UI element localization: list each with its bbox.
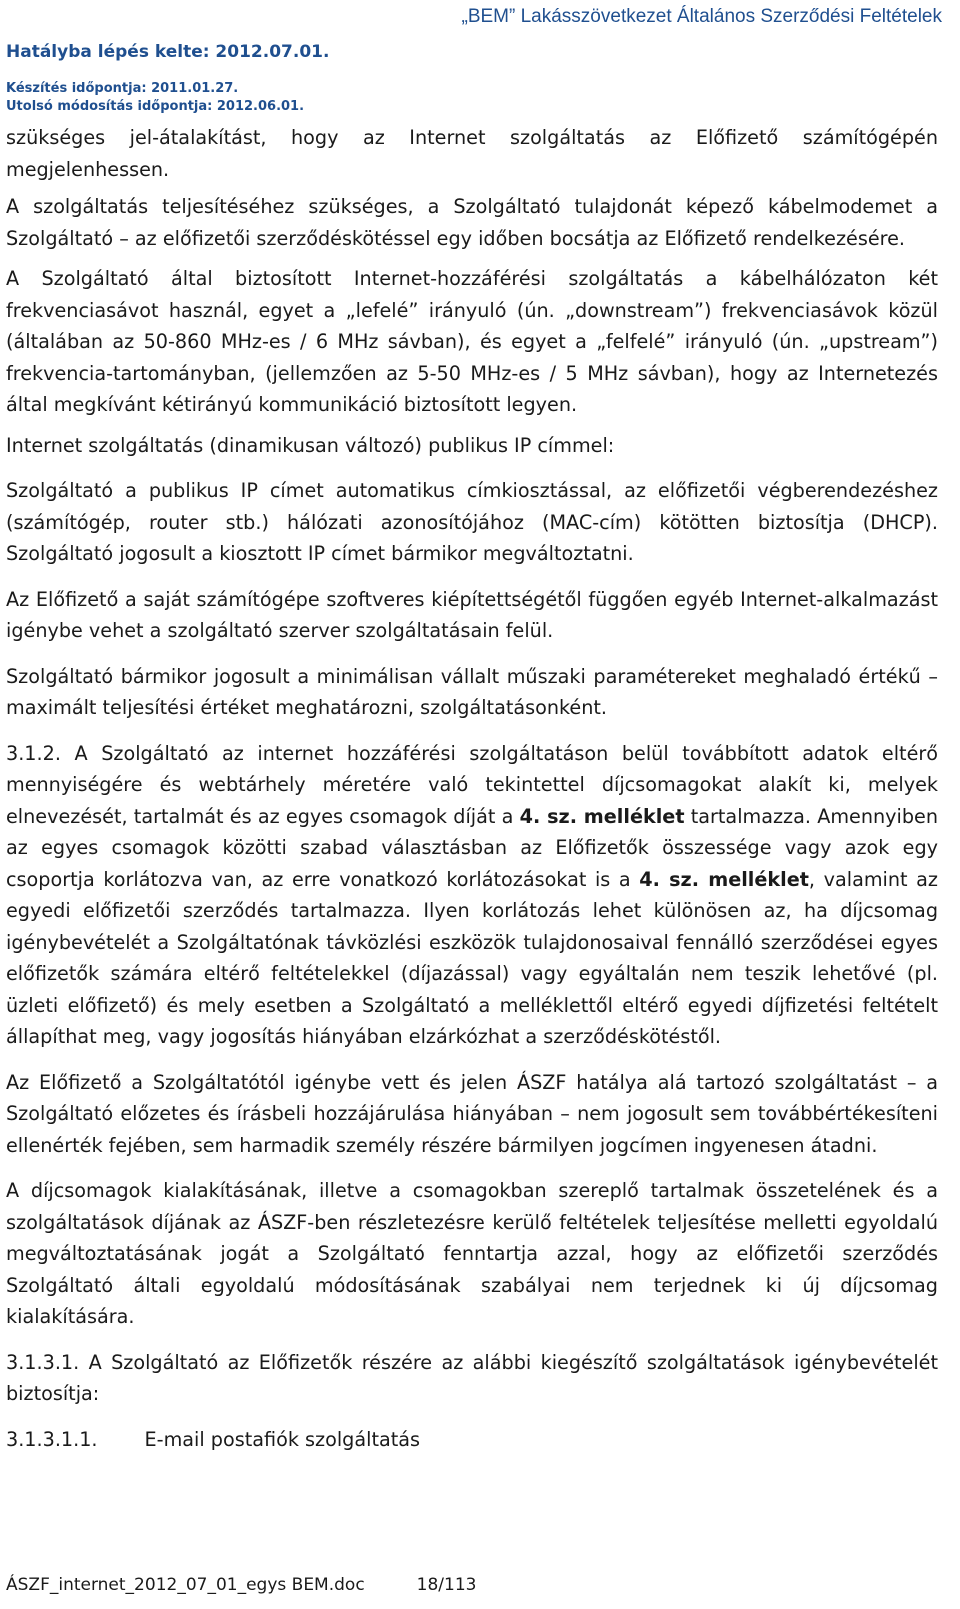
paragraph-text: , valamint az egyedi előfizetői szerződés tartalmazza. Ilyen korlátozás lehet különösen az, ha díjcsomag igénybevételét a Szolgáltatónak távközlési eszközök tulajdonosaival fennálló szerződései egyes előfizetők számára eltérő feltételekkel (díjazással) vagy egyáltalán nem teszik lehetővé (pl. üzleti előfizető) és mely esetben a Szolgáltató a melléklettől eltérő egyedi díjfizetési feltételt állapíthat meg, vagy jogosítás hiányában elzárkózhat a szerződéskötéstől. — [6, 867, 938, 1048]
section-number: 3.1.3.1.1. — [6, 1427, 98, 1451]
created-date: Készítés időpontja: 2011.01.27. — [6, 81, 239, 96]
paragraph: szükséges jel-átalakítást, hogy az Internet szolgáltatás az Előfizető számítógépén megjelenhessen. — [6, 126, 938, 181]
paragraph: A szolgáltatás teljesítéséhez szükséges, a Szolgáltató tulajdonát képező kábelmodemet a Szolgáltató – az előfizetői szerződéskötéssel egy időben bocsátja az Előfizető rendelkezésére. — [6, 195, 938, 250]
paragraph-text: 3.1.2. A Szolgáltató az internet hozzáférési szolgáltatáson belül továbbított adatok eltérő mennyiségére és webtárhely méretére való tekintettel díjcsomagokat alakít ki, melyek elnevezését, tartalmát és az egyes csomagok díját a — [6, 741, 938, 828]
paragraph-3-1-3-1: 3.1.3.1. A Szolgáltató az Előfizetők részére az alábbi kiegészítő szolgáltatások igénybevételét biztosítja: — [6, 1350, 938, 1405]
page-footer — [6, 1575, 476, 1595]
paragraph: Szolgáltató a publikus IP címet automatikus címkiosztással, az előfizetői végberendezéshez (számítógép, router stb.) hálózati azonosítójához (MAC-cím) kötötten biztosítja (DHCP). Szolgáltató jogosult a kiosztott IP címet bármikor megváltoztatni. — [6, 479, 938, 565]
page-number: 18/113 — [416, 1575, 477, 1595]
document-title: „BEM” Lakásszövetkezet Általános Szerződési Feltételek — [461, 6, 942, 27]
paragraph: A Szolgáltató által biztosított Internet-hozzáférési szolgáltatás a kábelhálózaton két frekvenciasávot használ, egyet a „lefelé” irányuló (ún. „downstream”) frekvenciasávok közül (általában az 50-860 MHz-es / 6 MHz sávban), és egyet a „felfelé” irányuló (ún. „upstream”) frekvencia-tartományban, (jellemzően az 5-50 MHz-es / 5 MHz sávban), hogy az Internetezés által megkívánt kétirányú kommunikáció biztosított legyen. — [6, 267, 938, 416]
modified-date: Utolsó módosítás időpontja: 2012.06.01. — [6, 99, 305, 114]
annex-reference: 4. sz. melléklet — [519, 804, 685, 828]
effective-date: Hatályba lépés kelte: 2012.07.01. — [6, 42, 330, 62]
paragraph-3-1-2 — [6, 738, 938, 1053]
footer-filename: ÁSZF_internet_2012_07_01_egys BEM.doc — [6, 1575, 365, 1595]
document-body — [6, 122, 938, 1464]
paragraph-text: tartalmazza. Amennyiben az egyes csomagok közötti szabad választásban az Előfizetők összessége vagy azok egy csoportja korlátozva van, az erre vonatkozó korlátozásokat is a — [6, 804, 938, 891]
paragraph: Internet szolgáltatás (dinamikusan változó) publikus IP címmel: — [6, 433, 615, 457]
subsection-heading — [6, 1424, 938, 1456]
paragraph: Az Előfizető a Szolgáltatótól igénybe vett és jelen ÁSZF hatálya alá tartozó szolgáltatást – a Szolgáltató előzetes és írásbeli hozzájárulása hiányában – nem jogosult sem továbbértékesíteni ellenérték fejében, sem harmadik személy részére bármilyen jogcímen ingyenesen átadni. — [6, 1070, 938, 1157]
annex-reference: 4. sz. melléklet — [639, 867, 809, 891]
paragraph: A díjcsomagok kialakításának, illetve a csomagokban szereplő tartalmak összetelének és a szolgáltatások díjának az ÁSZF-ben részletezésre kerülő feltételek teljesítése melletti egyoldalú megváltoztatásának jogát a Szolgáltató fenntartja azzal, hogy az előfizetői szerződés Szolgáltató általi egyoldalú módosításának szabályai nem terjednek ki új díjcsomag kialakítására. — [6, 1179, 938, 1328]
paragraph: Az Előfizető a saját számítógépe szoftveres kiépítettségétől függően egyéb Internet-alkalmazást igénybe vehet a szolgáltató szerver szolgáltatásain felül. — [6, 587, 938, 642]
section-title: E-mail postafiók szolgáltatás — [144, 1427, 421, 1451]
paragraph: Szolgáltató bármikor jogosult a minimálisan vállalt műszaki paramétereket meghaladó értékű – maximált teljesítési értéket meghatározni, szolgáltatásonként. — [6, 664, 938, 719]
